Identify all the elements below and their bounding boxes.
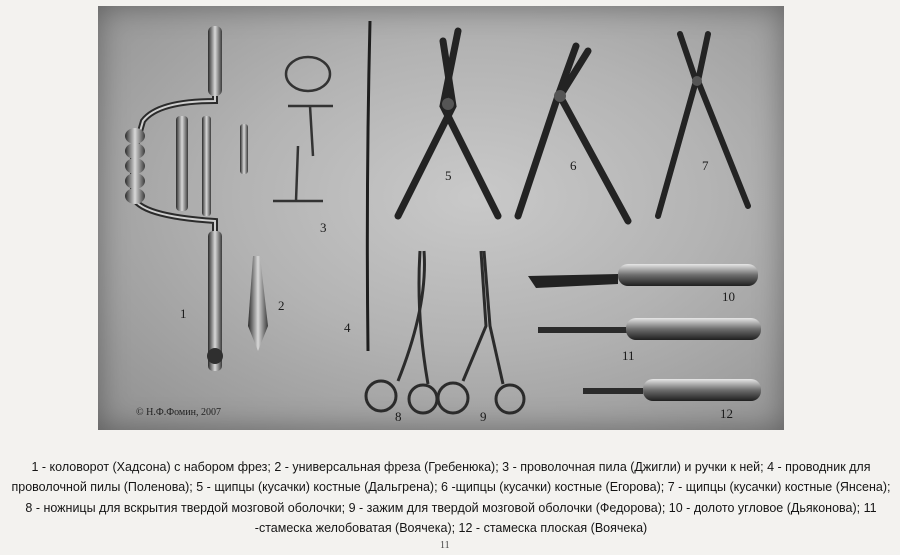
label-6: 6 xyxy=(570,158,577,173)
bone-forceps-jansen xyxy=(658,34,748,216)
label-3: 3 xyxy=(320,220,327,235)
universal-burr xyxy=(248,256,268,351)
instruments-photo xyxy=(98,6,784,430)
gouge-chisel xyxy=(538,318,761,340)
label-2: 2 xyxy=(278,298,285,313)
dura-clamp xyxy=(438,251,524,413)
label-9: 9 xyxy=(480,409,487,424)
label-5: 5 xyxy=(445,168,452,183)
bone-forceps-dahlgren xyxy=(398,31,498,216)
label-8: 8 xyxy=(395,409,402,424)
bone-forceps-egorov xyxy=(518,46,628,221)
instruments-illustration xyxy=(98,6,784,430)
flat-chisel xyxy=(583,379,761,401)
angled-chisel xyxy=(528,264,758,288)
label-10: 10 xyxy=(722,289,735,304)
figure-caption: 1 - коловорот (Хадсона) с набором фрез; 2 - универсальная фреза (Гребенюка); 3 - проволочная пила (Джигли) и ручки к ней; 4 - проводник для проволочной пилы (Поленова); 5 - щипцы (кусачки) костные (Дальгрена); 6 -щипцы (кусачки) костные (Егорова); 7 - щипцы (кусачки) костные (Янсена); 8 - ножницы для вскрытия твердой мозговой оболочки; 9 - зажим для твердой мозговой оболочки (Федорова); 10 - долото угловое (Дьяконова); 11 -стамеска желобоватая (Воячека); 12 - стамеска плоская (Воячека) xyxy=(11,459,891,535)
saw-guide xyxy=(367,21,370,351)
label-4: 4 xyxy=(344,320,351,335)
burr-set xyxy=(176,116,248,216)
label-11: 11 xyxy=(622,348,635,363)
label-7: 7 xyxy=(702,158,709,173)
copyright-notice: © Н.Ф.Фомин, 2007 xyxy=(136,407,221,418)
label-12: 12 xyxy=(720,406,733,421)
label-1: 1 xyxy=(180,306,187,321)
gigli-saw xyxy=(273,57,333,201)
dura-scissors xyxy=(366,251,437,413)
page-number: 11 xyxy=(440,540,450,551)
